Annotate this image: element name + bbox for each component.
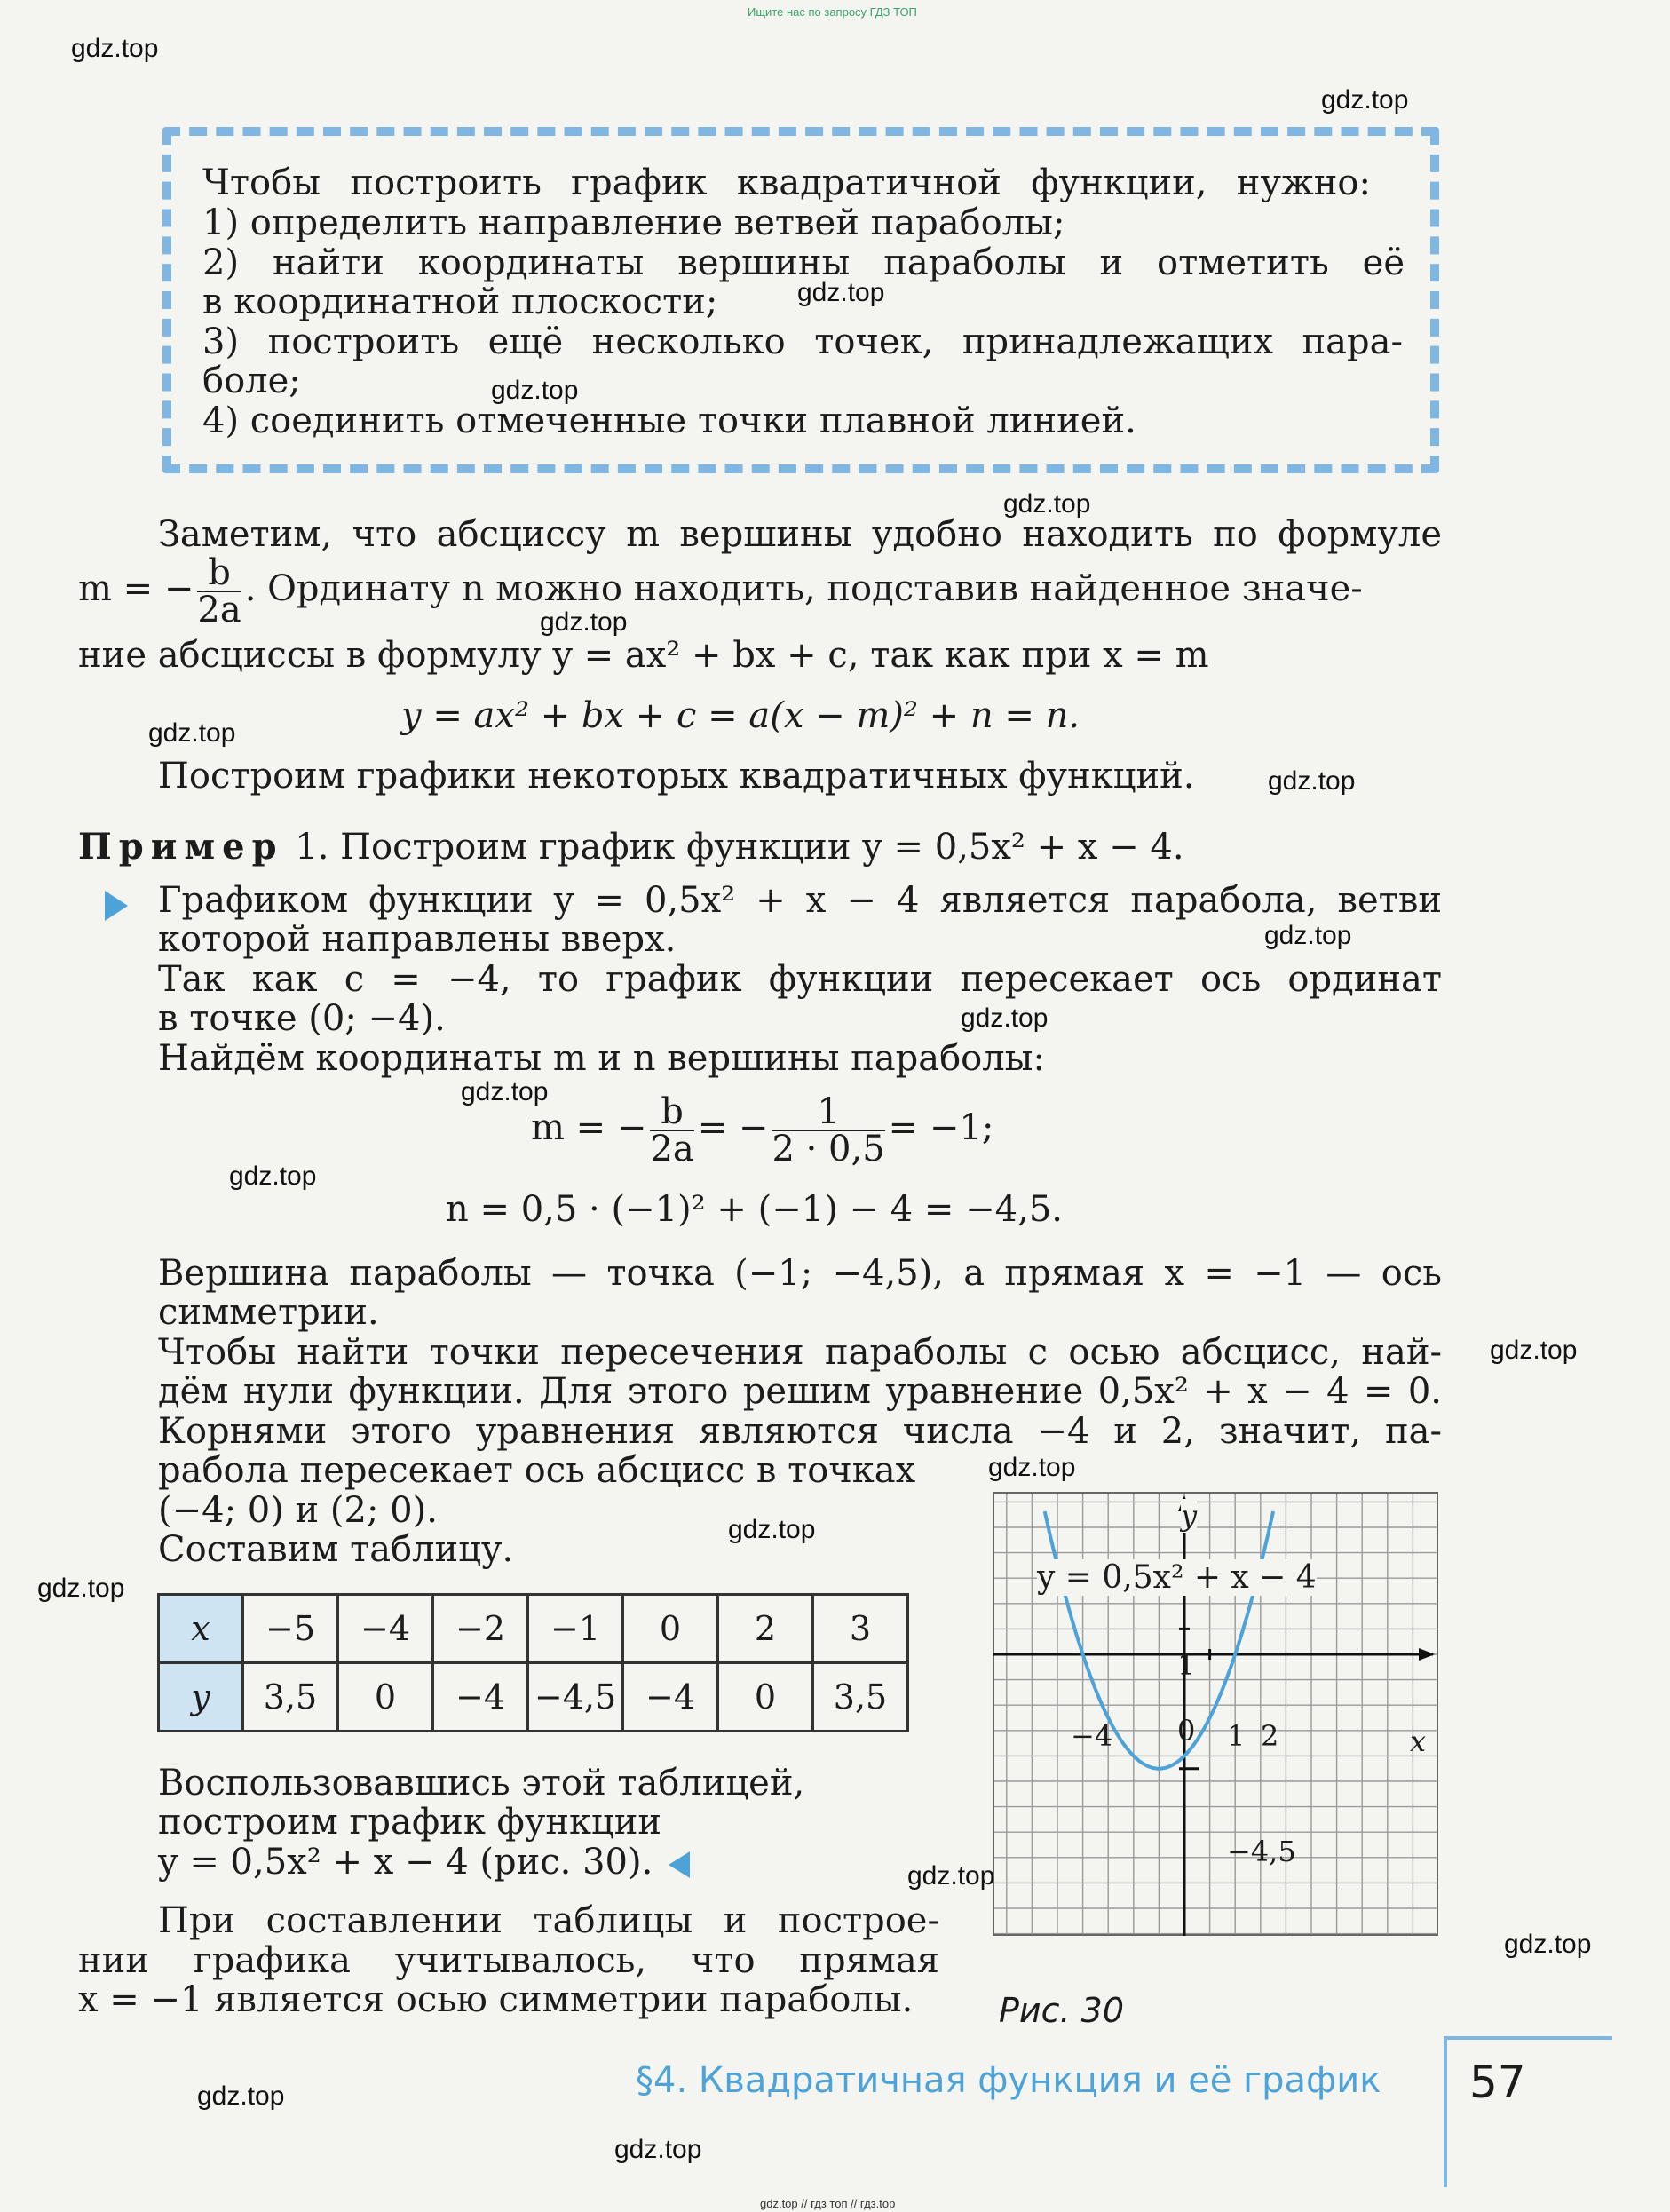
table-cell: 3 — [813, 1595, 908, 1663]
example-line-17: При составлении таблицы и построе- — [158, 1900, 939, 1941]
example-line-18: нии графика учитывалось, что прямая — [78, 1940, 939, 1981]
example-heading: Пример 1. Построим график функции y = 0,5x² + x − 4. — [78, 826, 1184, 868]
values-table — [157, 1593, 909, 1732]
watermark: gdz.top — [907, 1861, 995, 1891]
example-line-7: симметрии. — [158, 1292, 379, 1333]
formula-m: m = − $\frac{b}{2a}$ = − $\frac{1}{2 \cdot 0,5}$ = −1; — [531, 1091, 994, 1169]
example-line-14: Воспользовавшись этой таблицей, — [158, 1763, 805, 1804]
y-axis-label: y — [1181, 1499, 1198, 1533]
watermark: gdz.top — [540, 607, 628, 637]
table-cell: 3,5 — [813, 1663, 908, 1732]
example-line-5: Найдём координаты m и n вершины параболы: — [158, 1038, 1045, 1079]
table-cell: −4 — [433, 1663, 528, 1732]
solution-start-icon — [105, 891, 128, 921]
example-line-2: которой направлены вверх. — [158, 919, 677, 960]
page-number: 57 — [1469, 2057, 1526, 2108]
fraction-b-2a: $\frac{b}{2a}$ — [197, 552, 241, 630]
example-line-16: y = 0,5x² + x − 4 (рис. 30). — [158, 1843, 690, 1882]
parabola-figure — [993, 1492, 1438, 1936]
tick-label-minus4: −4 — [1071, 1719, 1113, 1753]
vertex-label: −4,5 — [1227, 1835, 1296, 1868]
example-line-13: Составим таблицу. — [158, 1529, 514, 1570]
watermark: gdz.top — [728, 1515, 816, 1544]
watermark: gdz.top — [1490, 1336, 1578, 1365]
x-axis-arrow — [1419, 1648, 1435, 1661]
m-equals: m = − — [78, 568, 194, 609]
rule-step-2-cont: в координатной плоскости; — [202, 281, 718, 322]
rule-step-1: 1) определить направление ветвей параболы; — [202, 202, 1065, 243]
figure-equation: y = 0,5x² + x − 4 — [1037, 1559, 1317, 1596]
watermark: gdz.top — [1264, 921, 1352, 950]
tick-label-one-x: 1 — [1227, 1719, 1246, 1753]
solution-end-icon — [669, 1851, 690, 1878]
table-cell: 2 — [718, 1595, 813, 1663]
grid — [993, 1492, 1438, 1936]
example-line-12: (−4; 0) и (2; 0). — [158, 1490, 438, 1531]
example-line-8: Чтобы найти точки пересечения параболы с осью абсцисс, най- — [158, 1332, 1442, 1373]
watermark: gdz.top — [71, 34, 159, 63]
section-title: §4. Квадратичная функция и её график — [636, 2060, 1381, 2101]
table-cell: −4 — [338, 1595, 433, 1663]
table-cell: −2 — [433, 1595, 528, 1663]
rule-step-3: 3) построить ещё несколько точек, принадлежащих пара- — [202, 321, 1403, 362]
example-line-11: рабола пересекает ось абсцисс в точках — [158, 1450, 916, 1491]
watermark: gdz.top — [197, 2081, 285, 2111]
table-cell: 0 — [338, 1663, 433, 1732]
watermark: gdz.top — [491, 376, 579, 405]
tick-label-zero: 0 — [1177, 1714, 1196, 1748]
watermark: gdz.top — [614, 2135, 702, 2164]
table-row-x — [159, 1595, 908, 1663]
table-cell: 0 — [623, 1595, 718, 1663]
watermark: gdz.top — [988, 1453, 1076, 1482]
paragraph-vertex-line3: ние абсциссы в формулу y = ax² + bx + c, так как при x = m — [78, 635, 1209, 676]
table-cell: −5 — [243, 1595, 338, 1663]
table-cell: 0 — [718, 1663, 813, 1732]
paragraph-vertex: Заметим, что абсциссу m вершины удобно находить по формуле — [158, 514, 1442, 555]
tick-label-one-y: 1 — [1177, 1648, 1196, 1682]
example-line-6: Вершина параболы — точка (−1; −4,5), а прямая x = −1 — ось — [158, 1253, 1442, 1294]
watermark: gdz.top — [1504, 1930, 1592, 1959]
example-line-19: x = −1 является осью симметрии параболы. — [78, 1979, 914, 2020]
watermark: gdz.top — [148, 718, 236, 748]
rule-intro: Чтобы построить график квадратичной функции, нужно: — [202, 163, 1371, 203]
page-divider-top — [1444, 2036, 1612, 2040]
table-header-y: y — [159, 1663, 243, 1732]
formula-n: n = 0,5 · (−1)² + (−1) − 4 = −4,5. — [446, 1189, 1063, 1230]
watermark: gdz.top — [1268, 766, 1356, 796]
figure-caption: Рис. 30 — [999, 1991, 1125, 2030]
top-banner: Ищите нас по запросу ГДЗ ТОП — [748, 5, 917, 19]
x-axis-label: x — [1410, 1724, 1427, 1758]
table-cell: −4,5 — [528, 1663, 623, 1732]
tick-label-two: 2 — [1261, 1719, 1279, 1753]
watermark: gdz.top — [461, 1077, 549, 1106]
watermark: gdz.top — [961, 1003, 1049, 1033]
watermark: gdz.top — [1003, 489, 1091, 519]
table-row-y — [159, 1663, 908, 1732]
table-cell: 3,5 — [243, 1663, 338, 1732]
table-cell: −4 — [623, 1663, 718, 1732]
watermark: gdz.top — [229, 1161, 317, 1191]
paragraph-vertex-formula — [78, 552, 1363, 630]
formula-y-equals-n: y = ax² + bx + c = a(x − m)² + n = n. — [401, 695, 1080, 736]
example-line-3: Так как c = −4, то график функции пересекает ось ординат — [158, 959, 1442, 1000]
example-line-10: Корнями этого уравнения являются числа −4 и 2, значит, па- — [158, 1411, 1442, 1452]
example-line-4: в точке (0; −4). — [158, 998, 446, 1039]
example-line-9: дём нули функции. Для этого решим уравнение 0,5x² + x − 4 = 0. — [158, 1371, 1442, 1412]
paragraph-vertex-rest: . Ординату n можно находить, подставив найденное значе- — [244, 568, 1363, 609]
table-header-x: x — [159, 1595, 243, 1663]
watermark: gdz.top — [1321, 85, 1409, 115]
rule-step-3-cont: боле; — [202, 361, 301, 401]
rule-step-4: 4) соединить отмеченные точки плавной линией. — [202, 400, 1136, 441]
example-line-1: Графиком функции y = 0,5x² + x − 4 является парабола, ветви — [158, 880, 1442, 921]
table-cell: −1 — [528, 1595, 623, 1663]
bottom-banner: gdz.top // гдз топ // гдз.top — [760, 2197, 896, 2210]
paragraph-build-graphs: Построим графики некоторых квадратичных функций. — [158, 756, 1195, 797]
rule-step-2: 2) найти координаты вершины параболы и отметить её — [202, 242, 1405, 283]
watermark: gdz.top — [37, 1574, 125, 1603]
example-line-15: построим график функции — [158, 1802, 662, 1843]
page-divider — [1444, 2036, 1447, 2187]
watermark: gdz.top — [797, 278, 885, 307]
